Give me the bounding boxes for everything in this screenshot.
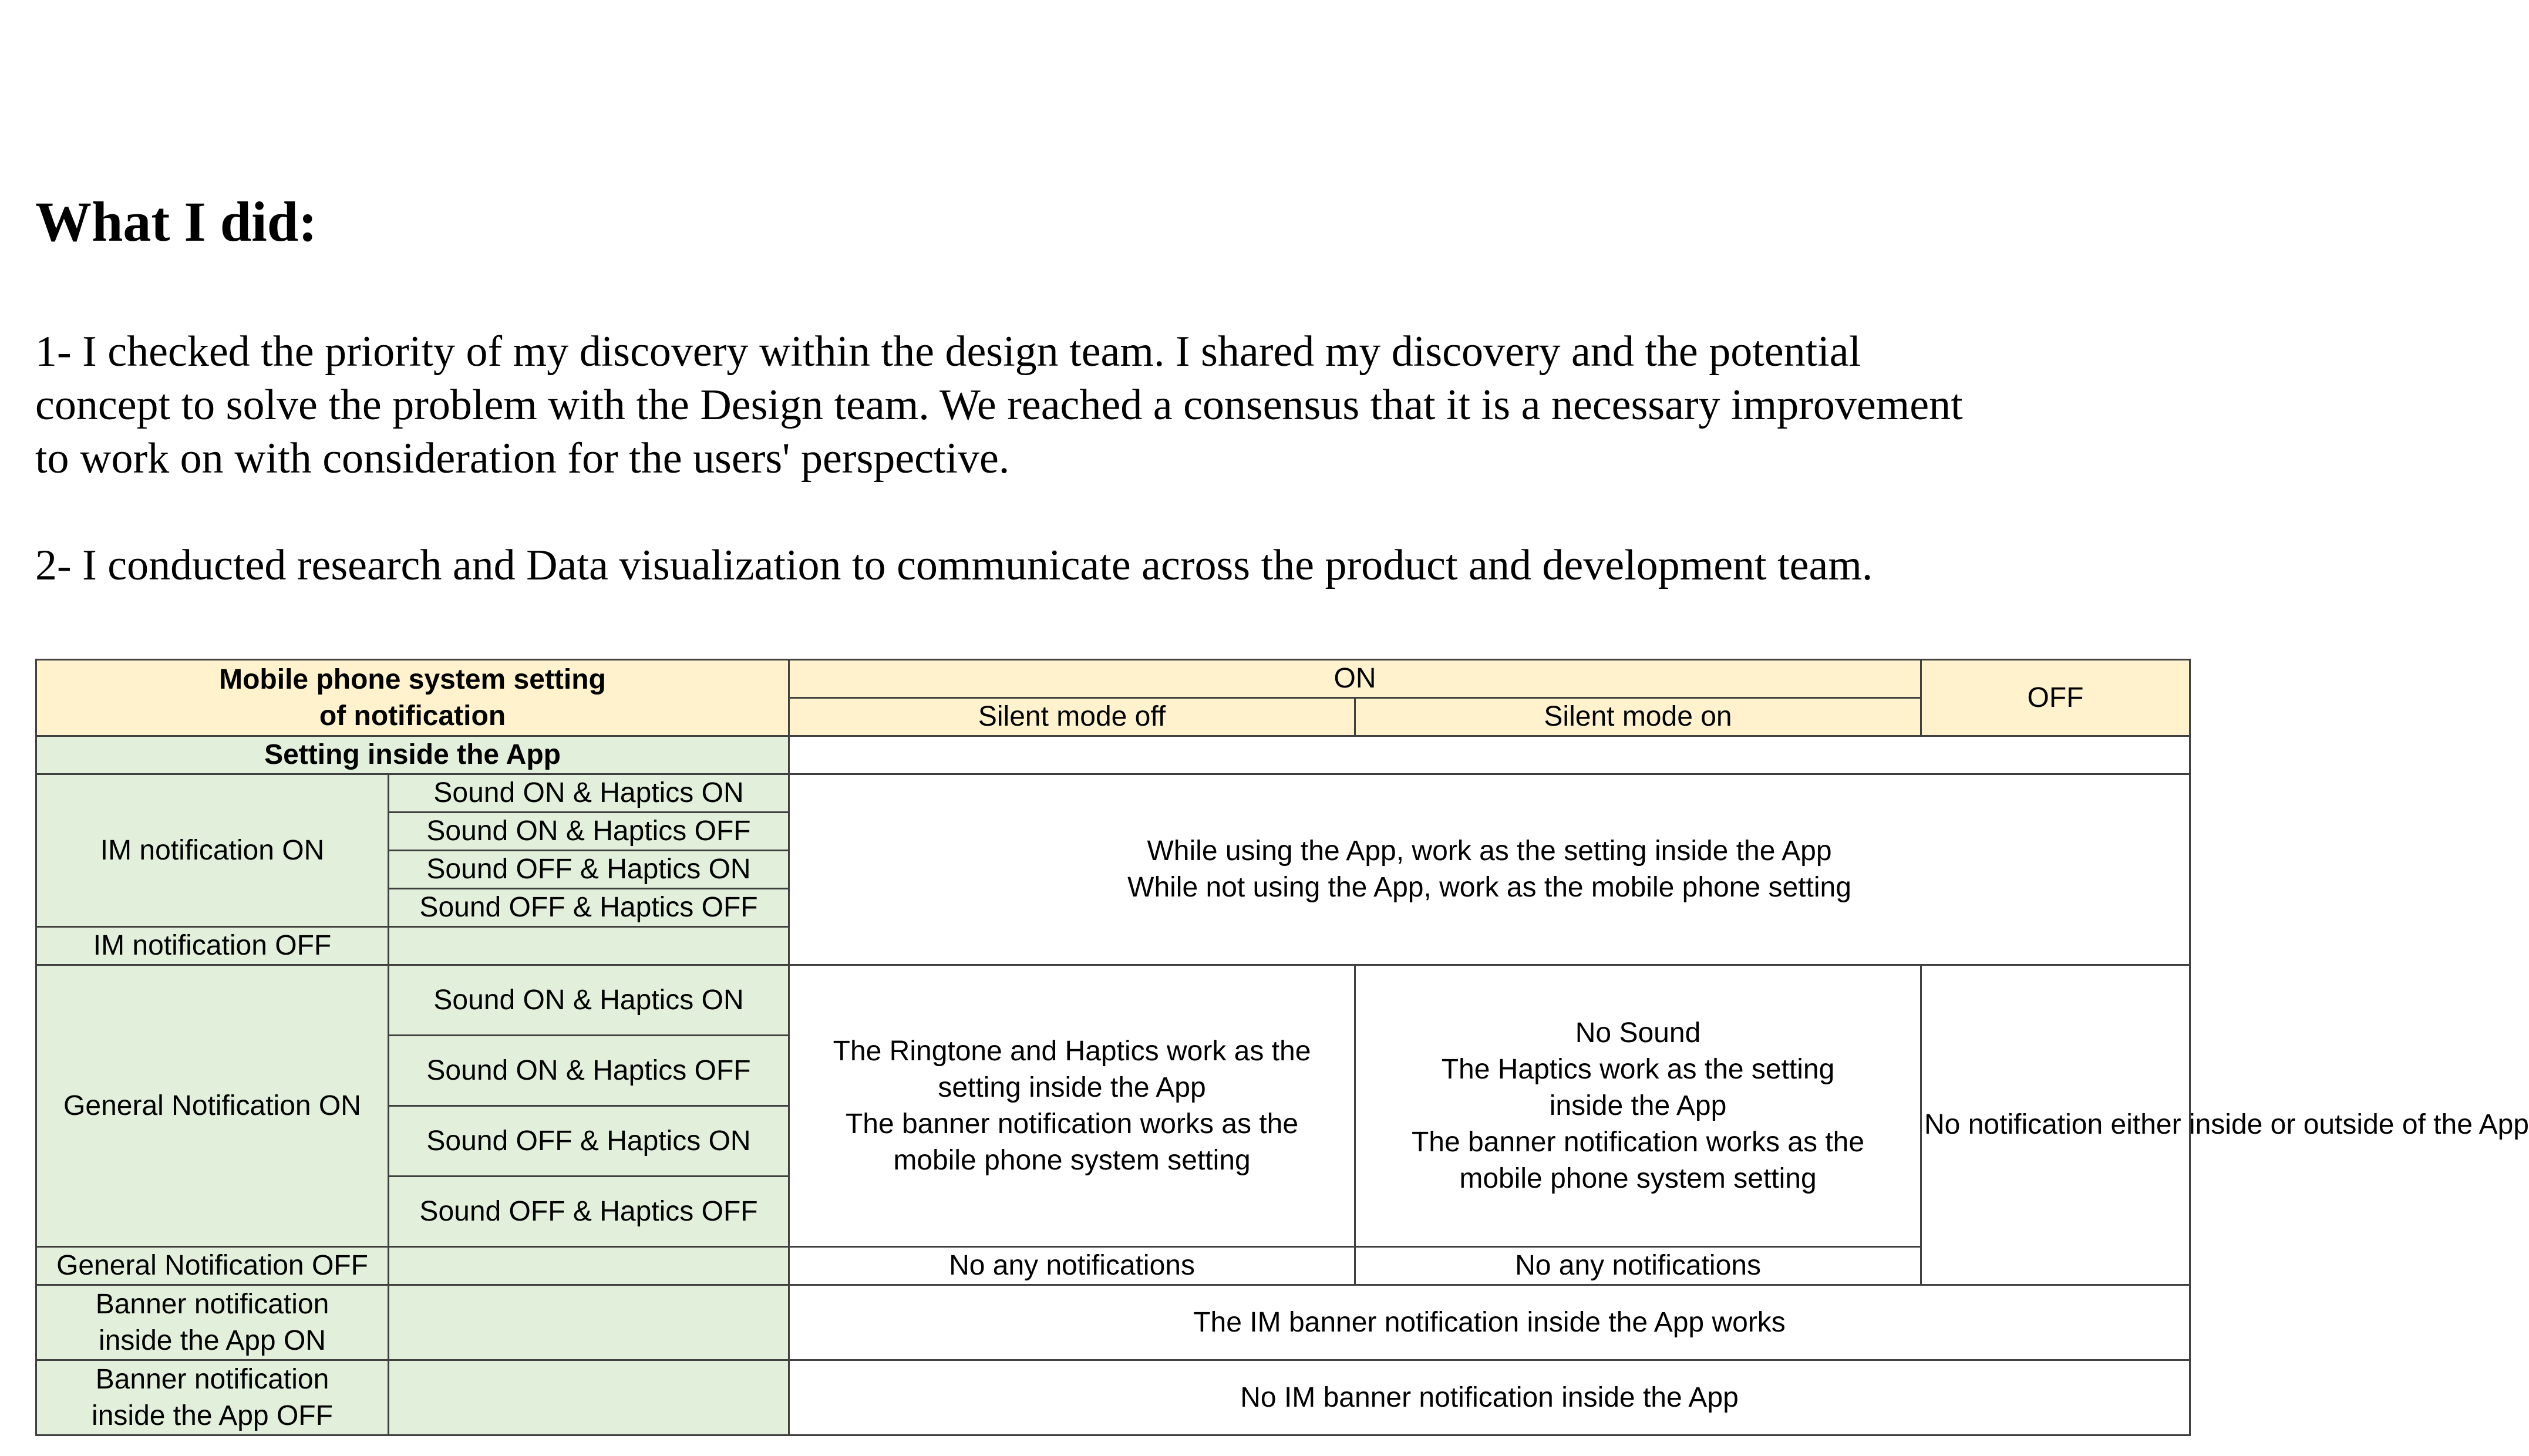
general-off-result-silent-off: No any notifications (789, 1247, 1355, 1285)
general-off-label: General Notification OFF (36, 1247, 389, 1285)
on-header: ON (789, 660, 1921, 698)
paragraph-1-line: concept to solve the problem with the Design team. We reached a consensus that it is a necessary improvement (35, 381, 1963, 429)
im-on-option: Sound OFF & Haptics ON (389, 851, 789, 889)
empty-cell (389, 1247, 789, 1285)
empty-cell (389, 1360, 789, 1435)
table-row (36, 1285, 2190, 1360)
general-on-option: Sound ON & Haptics OFF (389, 1036, 789, 1106)
general-on-option: Sound OFF & Haptics OFF (389, 1177, 789, 1247)
paragraph-1-line: 1- I checked the priority of my discovery within the design team. I shared my discovery and the potential (35, 328, 1861, 376)
table-row (36, 736, 2190, 774)
im-on-label: IM notification ON (36, 774, 389, 927)
general-on-result-silent-on: No Sound The Haptics work as the setting inside the App The banner notification works as the mobile phone system setting (1355, 965, 1921, 1247)
paragraph-1-line: to work on with consideration for the users' perspective. (35, 434, 1010, 483)
paragraph-2: 2- I conducted research and Data visualization to communicate across the product and development team. (35, 541, 1873, 589)
system-setting-header: Mobile phone system setting of notification (36, 660, 789, 736)
general-on-option: Sound OFF & Haptics ON (389, 1106, 789, 1177)
table-row (36, 660, 2190, 698)
banner-off-label: Banner notification inside the App OFF (36, 1360, 389, 1435)
table-row (36, 965, 2190, 1036)
general-off-result-silent-on: No any notifications (1355, 1247, 1921, 1285)
im-on-option: Sound OFF & Haptics OFF (389, 889, 789, 927)
empty-cell (389, 1285, 789, 1360)
banner-on-label: Banner notification inside the App ON (36, 1285, 389, 1360)
im-on-option: Sound ON & Haptics ON (389, 774, 789, 813)
notification-settings-table (35, 659, 2529, 1436)
banner-on-result: The IM banner notification inside the App works (789, 1285, 2190, 1360)
empty-cell (389, 927, 789, 965)
table-row (36, 774, 2190, 813)
im-off-label: IM notification OFF (36, 927, 389, 965)
paragraph-1 (35, 325, 2067, 486)
general-on-result-silent-off: The Ringtone and Haptics work as the setting inside the App The banner notification works as the mobile phone system setting (789, 965, 1355, 1247)
silent-off-header: Silent mode off (789, 698, 1355, 736)
im-result: While using the App, work as the setting inside the App While not using the App, work as the mobile phone setting (789, 774, 2190, 965)
empty-cell (789, 736, 2190, 774)
table-row (36, 1247, 2190, 1285)
general-on-option: Sound ON & Haptics ON (389, 965, 789, 1036)
general-result-off: No notification either inside or outside of the App (1921, 965, 2190, 1285)
im-on-option: Sound ON & Haptics OFF (389, 813, 789, 851)
table-row (36, 1360, 2190, 1435)
off-header: OFF (1921, 660, 2190, 736)
silent-on-header: Silent mode on (1355, 698, 1921, 736)
general-on-label: General Notification ON (36, 965, 389, 1247)
page-heading: What I did: (35, 190, 318, 253)
banner-off-result: No IM banner notification inside the App (789, 1360, 2190, 1435)
app-setting-header: Setting inside the App (36, 736, 789, 774)
